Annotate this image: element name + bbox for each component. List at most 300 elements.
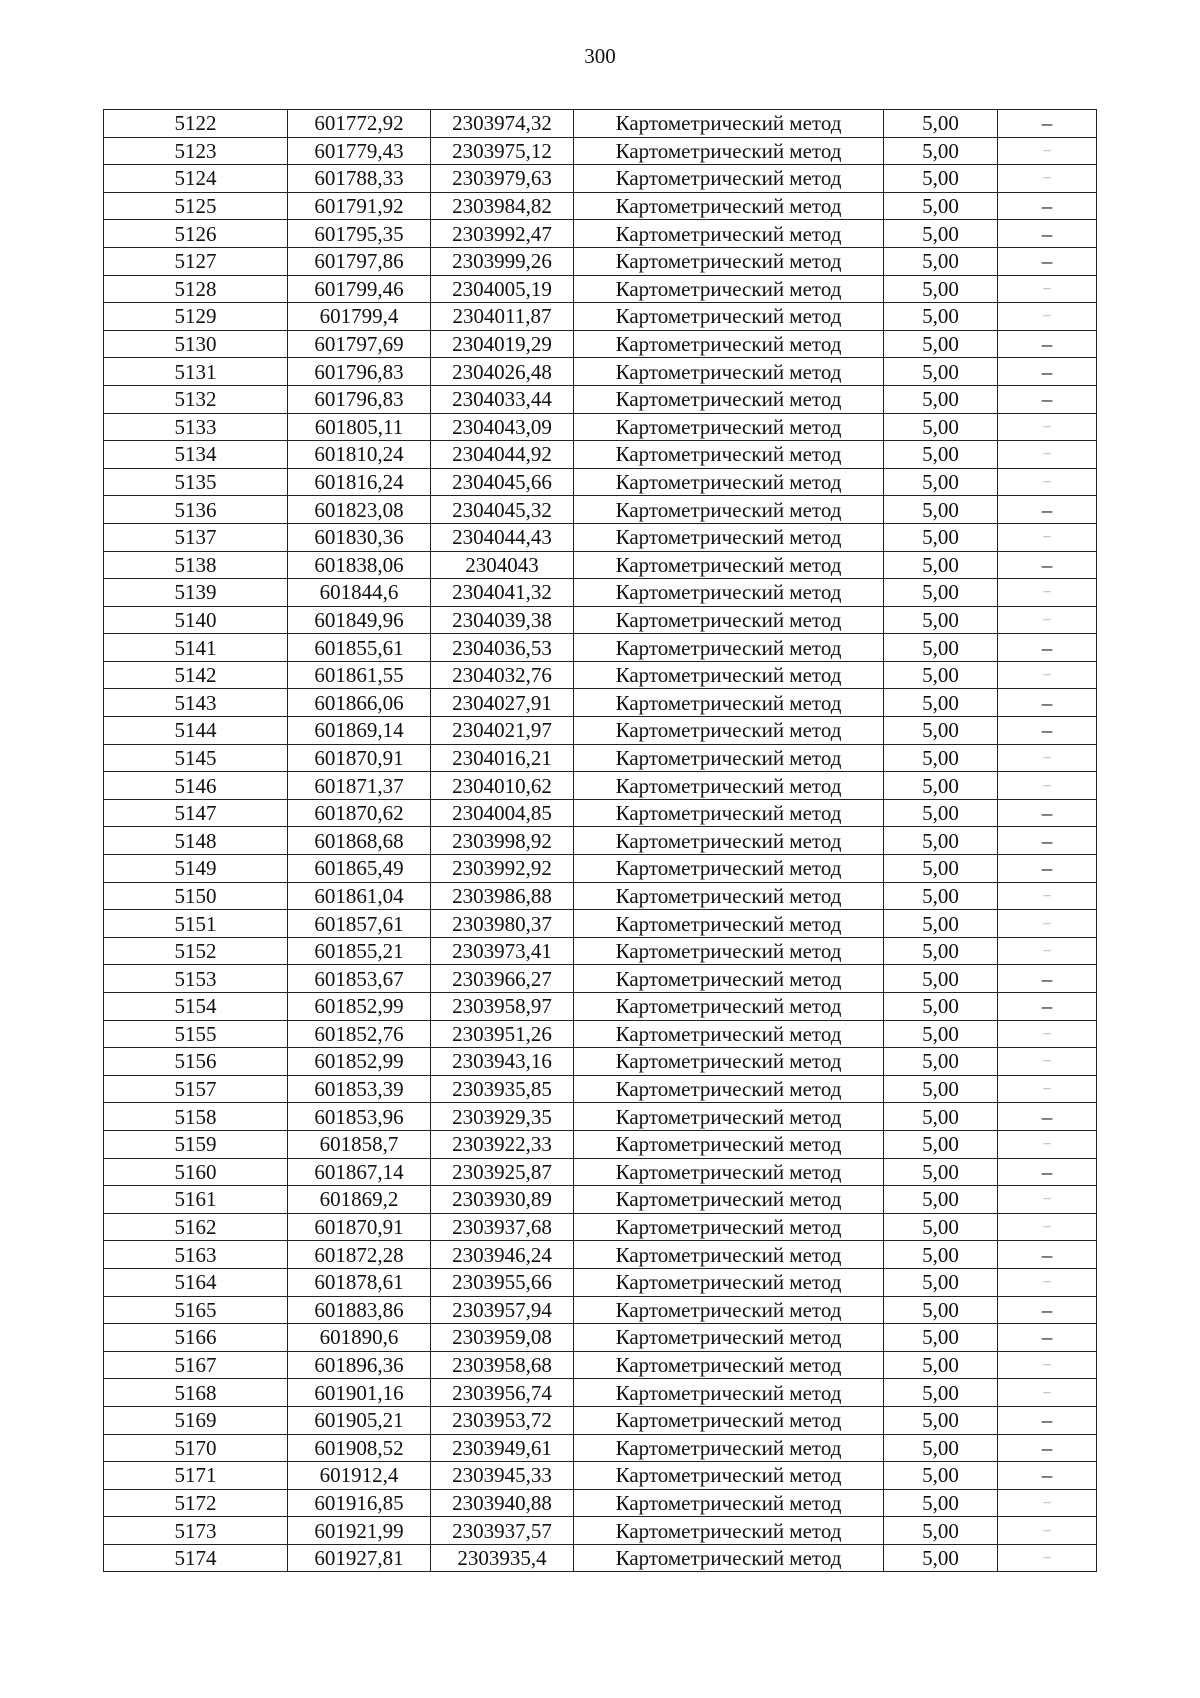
- accuracy-cell: 5,00: [884, 772, 998, 800]
- accuracy-cell: 5,00: [884, 1130, 998, 1158]
- method-cell: Картометрический метод: [574, 1296, 884, 1324]
- table-row: [104, 496, 1097, 524]
- point-number-cell: 5141: [104, 634, 288, 662]
- coord-x-cell: 601867,14: [288, 1158, 431, 1186]
- accuracy-cell: 5,00: [884, 1517, 998, 1545]
- note-cell: –: [998, 1406, 1097, 1434]
- note-cell: –: [998, 1075, 1097, 1103]
- coord-y-cell: 2303922,33: [431, 1130, 574, 1158]
- coord-y-cell: 2303951,26: [431, 1020, 574, 1048]
- note-cell: –: [998, 634, 1097, 662]
- point-number-cell: 5143: [104, 689, 288, 717]
- coord-x-cell: 601855,61: [288, 634, 431, 662]
- note-cell: –: [998, 1020, 1097, 1048]
- point-number-cell: 5160: [104, 1158, 288, 1186]
- note-cell: –: [998, 579, 1097, 607]
- method-cell: Картометрический метод: [574, 523, 884, 551]
- note-cell: –: [998, 303, 1097, 331]
- method-cell: Картометрический метод: [574, 634, 884, 662]
- point-number-cell: 5158: [104, 1103, 288, 1131]
- note-cell: –: [998, 496, 1097, 524]
- accuracy-cell: 5,00: [884, 1103, 998, 1131]
- table-row: [104, 689, 1097, 717]
- coord-x-cell: 601865,49: [288, 855, 431, 883]
- note-cell: –: [998, 385, 1097, 413]
- method-cell: Картометрический метод: [574, 1379, 884, 1407]
- note-cell: –: [998, 827, 1097, 855]
- coord-y-cell: 2303957,94: [431, 1296, 574, 1324]
- coord-x-cell: 601799,46: [288, 275, 431, 303]
- table-row: [104, 1351, 1097, 1379]
- coord-y-cell: 2303999,26: [431, 247, 574, 275]
- accuracy-cell: 5,00: [884, 413, 998, 441]
- table-row: [104, 441, 1097, 469]
- coord-x-cell: 601830,36: [288, 523, 431, 551]
- coord-y-cell: 2304043: [431, 551, 574, 579]
- accuracy-cell: 5,00: [884, 744, 998, 772]
- table-row: [104, 1213, 1097, 1241]
- method-cell: Картометрический метод: [574, 1517, 884, 1545]
- coord-y-cell: 2304005,19: [431, 275, 574, 303]
- accuracy-cell: 5,00: [884, 110, 998, 138]
- table-row: [104, 937, 1097, 965]
- coord-x-cell: 601799,4: [288, 303, 431, 331]
- coord-y-cell: 2303949,61: [431, 1434, 574, 1462]
- method-cell: Картометрический метод: [574, 303, 884, 331]
- table-row: [104, 661, 1097, 689]
- coord-x-cell: 601905,21: [288, 1406, 431, 1434]
- coord-y-cell: 2304033,44: [431, 385, 574, 413]
- coord-x-cell: 601890,6: [288, 1324, 431, 1352]
- method-cell: Картометрический метод: [574, 882, 884, 910]
- coord-y-cell: 2304044,43: [431, 523, 574, 551]
- table-row: [104, 1406, 1097, 1434]
- point-number-cell: 5147: [104, 799, 288, 827]
- accuracy-cell: 5,00: [884, 827, 998, 855]
- accuracy-cell: 5,00: [884, 1296, 998, 1324]
- accuracy-cell: 5,00: [884, 689, 998, 717]
- point-number-cell: 5137: [104, 523, 288, 551]
- note-cell: –: [998, 275, 1097, 303]
- coord-y-cell: 2304045,32: [431, 496, 574, 524]
- coord-x-cell: 601870,62: [288, 799, 431, 827]
- accuracy-cell: 5,00: [884, 220, 998, 248]
- coord-x-cell: 601823,08: [288, 496, 431, 524]
- point-number-cell: 5136: [104, 496, 288, 524]
- coord-y-cell: 2303935,85: [431, 1075, 574, 1103]
- note-cell: –: [998, 1517, 1097, 1545]
- accuracy-cell: 5,00: [884, 1544, 998, 1572]
- point-number-cell: 5138: [104, 551, 288, 579]
- table-row: [104, 247, 1097, 275]
- point-number-cell: 5130: [104, 330, 288, 358]
- note-cell: –: [998, 551, 1097, 579]
- coord-x-cell: 601810,24: [288, 441, 431, 469]
- accuracy-cell: 5,00: [884, 385, 998, 413]
- note-cell: –: [998, 330, 1097, 358]
- point-number-cell: 5139: [104, 579, 288, 607]
- coord-x-cell: 601870,91: [288, 1213, 431, 1241]
- coord-x-cell: 601849,96: [288, 606, 431, 634]
- note-cell: –: [998, 165, 1097, 193]
- note-cell: –: [998, 110, 1097, 138]
- coord-y-cell: 2303937,57: [431, 1517, 574, 1545]
- method-cell: Картометрический метод: [574, 910, 884, 938]
- table-row: [104, 1517, 1097, 1545]
- table-row: [104, 910, 1097, 938]
- note-cell: –: [998, 1048, 1097, 1076]
- accuracy-cell: 5,00: [884, 910, 998, 938]
- table-row: [104, 1268, 1097, 1296]
- method-cell: Картометрический метод: [574, 1462, 884, 1490]
- coord-x-cell: 601797,69: [288, 330, 431, 358]
- coord-x-cell: 601796,83: [288, 358, 431, 386]
- note-cell: –: [998, 468, 1097, 496]
- accuracy-cell: 5,00: [884, 1268, 998, 1296]
- note-cell: –: [998, 137, 1097, 165]
- coord-y-cell: 2303943,16: [431, 1048, 574, 1076]
- point-number-cell: 5174: [104, 1544, 288, 1572]
- coord-y-cell: 2303992,47: [431, 220, 574, 248]
- accuracy-cell: 5,00: [884, 1186, 998, 1214]
- accuracy-cell: 5,00: [884, 247, 998, 275]
- table-row: [104, 1462, 1097, 1490]
- note-cell: –: [998, 661, 1097, 689]
- note-cell: –: [998, 247, 1097, 275]
- table-row: [104, 220, 1097, 248]
- coord-x-cell: 601853,39: [288, 1075, 431, 1103]
- coord-y-cell: 2303984,82: [431, 192, 574, 220]
- coord-x-cell: 601838,06: [288, 551, 431, 579]
- coord-x-cell: 601908,52: [288, 1434, 431, 1462]
- table-row: [104, 772, 1097, 800]
- coord-y-cell: 2303975,12: [431, 137, 574, 165]
- coord-y-cell: 2304027,91: [431, 689, 574, 717]
- point-number-cell: 5140: [104, 606, 288, 634]
- accuracy-cell: 5,00: [884, 855, 998, 883]
- coord-x-cell: 601791,92: [288, 192, 431, 220]
- table-row: [104, 1544, 1097, 1572]
- method-cell: Картометрический метод: [574, 937, 884, 965]
- point-number-cell: 5154: [104, 993, 288, 1021]
- coord-x-cell: 601796,83: [288, 385, 431, 413]
- accuracy-cell: 5,00: [884, 192, 998, 220]
- method-cell: Картометрический метод: [574, 661, 884, 689]
- coord-x-cell: 601861,55: [288, 661, 431, 689]
- accuracy-cell: 5,00: [884, 1213, 998, 1241]
- coord-y-cell: 2303955,66: [431, 1268, 574, 1296]
- coord-x-cell: 601868,68: [288, 827, 431, 855]
- point-number-cell: 5155: [104, 1020, 288, 1048]
- method-cell: Картометрический метод: [574, 1048, 884, 1076]
- accuracy-cell: 5,00: [884, 330, 998, 358]
- coord-y-cell: 2304039,38: [431, 606, 574, 634]
- method-cell: Картометрический метод: [574, 965, 884, 993]
- coord-y-cell: 2303979,63: [431, 165, 574, 193]
- accuracy-cell: 5,00: [884, 882, 998, 910]
- method-cell: Картометрический метод: [574, 165, 884, 193]
- table-row: [104, 1324, 1097, 1352]
- coord-y-cell: 2303930,89: [431, 1186, 574, 1214]
- table-row: [104, 551, 1097, 579]
- table-row: [104, 1434, 1097, 1462]
- point-number-cell: 5164: [104, 1268, 288, 1296]
- accuracy-cell: 5,00: [884, 1462, 998, 1490]
- coord-x-cell: 601853,67: [288, 965, 431, 993]
- point-number-cell: 5124: [104, 165, 288, 193]
- table-row: [104, 1296, 1097, 1324]
- accuracy-cell: 5,00: [884, 1379, 998, 1407]
- note-cell: –: [998, 606, 1097, 634]
- coord-x-cell: 601797,86: [288, 247, 431, 275]
- method-cell: Картометрический метод: [574, 827, 884, 855]
- accuracy-cell: 5,00: [884, 717, 998, 745]
- table-row: [104, 192, 1097, 220]
- accuracy-cell: 5,00: [884, 1075, 998, 1103]
- accuracy-cell: 5,00: [884, 993, 998, 1021]
- coord-y-cell: 2304036,53: [431, 634, 574, 662]
- note-cell: –: [998, 523, 1097, 551]
- table-row: [104, 606, 1097, 634]
- note-cell: –: [998, 855, 1097, 883]
- table-row: [104, 855, 1097, 883]
- note-cell: –: [998, 993, 1097, 1021]
- note-cell: –: [998, 1241, 1097, 1269]
- method-cell: Картометрический метод: [574, 993, 884, 1021]
- table-row: [104, 882, 1097, 910]
- coord-x-cell: 601901,16: [288, 1379, 431, 1407]
- table-row: [104, 110, 1097, 138]
- coord-x-cell: 601869,14: [288, 717, 431, 745]
- accuracy-cell: 5,00: [884, 606, 998, 634]
- point-number-cell: 5149: [104, 855, 288, 883]
- coord-y-cell: 2303925,87: [431, 1158, 574, 1186]
- table-row: [104, 330, 1097, 358]
- coord-x-cell: 601927,81: [288, 1544, 431, 1572]
- table-row: [104, 1130, 1097, 1158]
- table-row: [104, 1241, 1097, 1269]
- point-number-cell: 5152: [104, 937, 288, 965]
- table-row: [104, 1186, 1097, 1214]
- table-row: [104, 137, 1097, 165]
- coord-x-cell: 601816,24: [288, 468, 431, 496]
- point-number-cell: 5161: [104, 1186, 288, 1214]
- method-cell: Картометрический метод: [574, 1489, 884, 1517]
- method-cell: Картометрический метод: [574, 1268, 884, 1296]
- table-row: [104, 523, 1097, 551]
- method-cell: Картометрический метод: [574, 1186, 884, 1214]
- accuracy-cell: 5,00: [884, 937, 998, 965]
- point-number-cell: 5122: [104, 110, 288, 138]
- method-cell: Картометрический метод: [574, 220, 884, 248]
- table-row: [104, 385, 1097, 413]
- method-cell: Картометрический метод: [574, 330, 884, 358]
- coord-y-cell: 2304045,66: [431, 468, 574, 496]
- table-row: [104, 1379, 1097, 1407]
- note-cell: –: [998, 358, 1097, 386]
- accuracy-cell: 5,00: [884, 579, 998, 607]
- method-cell: Картометрический метод: [574, 772, 884, 800]
- note-cell: –: [998, 1351, 1097, 1379]
- point-number-cell: 5133: [104, 413, 288, 441]
- accuracy-cell: 5,00: [884, 523, 998, 551]
- accuracy-cell: 5,00: [884, 1020, 998, 1048]
- method-cell: Картометрический метод: [574, 799, 884, 827]
- coord-y-cell: 2304041,32: [431, 579, 574, 607]
- point-number-cell: 5167: [104, 1351, 288, 1379]
- note-cell: –: [998, 1130, 1097, 1158]
- coord-y-cell: 2304043,09: [431, 413, 574, 441]
- accuracy-cell: 5,00: [884, 303, 998, 331]
- coord-x-cell: 601795,35: [288, 220, 431, 248]
- coord-x-cell: 601866,06: [288, 689, 431, 717]
- coord-x-cell: 601852,99: [288, 993, 431, 1021]
- accuracy-cell: 5,00: [884, 1048, 998, 1076]
- table-row: [104, 1103, 1097, 1131]
- note-cell: –: [998, 1103, 1097, 1131]
- accuracy-cell: 5,00: [884, 468, 998, 496]
- coord-y-cell: 2303929,35: [431, 1103, 574, 1131]
- accuracy-cell: 5,00: [884, 137, 998, 165]
- table-row: [104, 634, 1097, 662]
- coord-x-cell: 601857,61: [288, 910, 431, 938]
- accuracy-cell: 5,00: [884, 496, 998, 524]
- table-row: [104, 827, 1097, 855]
- method-cell: Картометрический метод: [574, 192, 884, 220]
- coord-x-cell: 601805,11: [288, 413, 431, 441]
- coord-x-cell: 601870,91: [288, 744, 431, 772]
- method-cell: Картометрический метод: [574, 247, 884, 275]
- coord-y-cell: 2303992,92: [431, 855, 574, 883]
- coord-x-cell: 601858,7: [288, 1130, 431, 1158]
- method-cell: Картометрический метод: [574, 385, 884, 413]
- method-cell: Картометрический метод: [574, 855, 884, 883]
- note-cell: –: [998, 1434, 1097, 1462]
- point-number-cell: 5168: [104, 1379, 288, 1407]
- coord-y-cell: 2304044,92: [431, 441, 574, 469]
- point-number-cell: 5159: [104, 1130, 288, 1158]
- table-row: [104, 165, 1097, 193]
- note-cell: –: [998, 192, 1097, 220]
- method-cell: Картометрический метод: [574, 1020, 884, 1048]
- point-number-cell: 5173: [104, 1517, 288, 1545]
- point-number-cell: 5169: [104, 1406, 288, 1434]
- coord-y-cell: 2304019,29: [431, 330, 574, 358]
- coord-x-cell: 601853,96: [288, 1103, 431, 1131]
- accuracy-cell: 5,00: [884, 965, 998, 993]
- coord-x-cell: 601883,86: [288, 1296, 431, 1324]
- coord-y-cell: 2303945,33: [431, 1462, 574, 1490]
- table-row: [104, 1075, 1097, 1103]
- point-number-cell: 5165: [104, 1296, 288, 1324]
- method-cell: Картометрический метод: [574, 689, 884, 717]
- table-row: [104, 358, 1097, 386]
- coord-y-cell: 2303980,37: [431, 910, 574, 938]
- method-cell: Картометрический метод: [574, 1213, 884, 1241]
- coord-x-cell: 601772,92: [288, 110, 431, 138]
- method-cell: Картометрический метод: [574, 1241, 884, 1269]
- coord-x-cell: 601916,85: [288, 1489, 431, 1517]
- method-cell: Картометрический метод: [574, 1324, 884, 1352]
- point-number-cell: 5144: [104, 717, 288, 745]
- point-number-cell: 5145: [104, 744, 288, 772]
- note-cell: –: [998, 1324, 1097, 1352]
- table-row: [104, 1158, 1097, 1186]
- method-cell: Картометрический метод: [574, 1075, 884, 1103]
- note-cell: –: [998, 882, 1097, 910]
- accuracy-cell: 5,00: [884, 1434, 998, 1462]
- method-cell: Картометрический метод: [574, 1434, 884, 1462]
- point-number-cell: 5171: [104, 1462, 288, 1490]
- table-row: [104, 965, 1097, 993]
- coord-y-cell: 2303998,92: [431, 827, 574, 855]
- point-number-cell: 5156: [104, 1048, 288, 1076]
- table-row: [104, 993, 1097, 1021]
- accuracy-cell: 5,00: [884, 441, 998, 469]
- point-number-cell: 5123: [104, 137, 288, 165]
- coord-x-cell: 601878,61: [288, 1268, 431, 1296]
- coord-y-cell: 2303935,4: [431, 1544, 574, 1572]
- table-row: [104, 468, 1097, 496]
- note-cell: –: [998, 413, 1097, 441]
- note-cell: –: [998, 910, 1097, 938]
- point-number-cell: 5162: [104, 1213, 288, 1241]
- coord-y-cell: 2303974,32: [431, 110, 574, 138]
- accuracy-cell: 5,00: [884, 1324, 998, 1352]
- point-number-cell: 5151: [104, 910, 288, 938]
- note-cell: –: [998, 1489, 1097, 1517]
- accuracy-cell: 5,00: [884, 165, 998, 193]
- coordinates-table-body: [104, 110, 1097, 1572]
- table-row: [104, 1489, 1097, 1517]
- coord-y-cell: 2303958,68: [431, 1351, 574, 1379]
- accuracy-cell: 5,00: [884, 1489, 998, 1517]
- method-cell: Картометрический метод: [574, 275, 884, 303]
- coord-y-cell: 2303986,88: [431, 882, 574, 910]
- method-cell: Картометрический метод: [574, 1158, 884, 1186]
- table-row: [104, 275, 1097, 303]
- method-cell: Картометрический метод: [574, 579, 884, 607]
- note-cell: –: [998, 1462, 1097, 1490]
- note-cell: –: [998, 1213, 1097, 1241]
- method-cell: Картометрический метод: [574, 717, 884, 745]
- table-row: [104, 799, 1097, 827]
- method-cell: Картометрический метод: [574, 551, 884, 579]
- coord-x-cell: 601779,43: [288, 137, 431, 165]
- coord-y-cell: 2303937,68: [431, 1213, 574, 1241]
- method-cell: Картометрический метод: [574, 441, 884, 469]
- coord-x-cell: 601788,33: [288, 165, 431, 193]
- point-number-cell: 5134: [104, 441, 288, 469]
- note-cell: –: [998, 744, 1097, 772]
- coord-y-cell: 2303966,27: [431, 965, 574, 993]
- note-cell: –: [998, 441, 1097, 469]
- coord-y-cell: 2303946,24: [431, 1241, 574, 1269]
- note-cell: –: [998, 799, 1097, 827]
- coord-y-cell: 2303940,88: [431, 1489, 574, 1517]
- point-number-cell: 5157: [104, 1075, 288, 1103]
- coord-x-cell: 601852,76: [288, 1020, 431, 1048]
- note-cell: –: [998, 1379, 1097, 1407]
- point-number-cell: 5129: [104, 303, 288, 331]
- method-cell: Картометрический метод: [574, 137, 884, 165]
- point-number-cell: 5148: [104, 827, 288, 855]
- method-cell: Картометрический метод: [574, 1351, 884, 1379]
- coord-y-cell: 2304011,87: [431, 303, 574, 331]
- coord-x-cell: 601921,99: [288, 1517, 431, 1545]
- table-row: [104, 579, 1097, 607]
- method-cell: Картометрический метод: [574, 110, 884, 138]
